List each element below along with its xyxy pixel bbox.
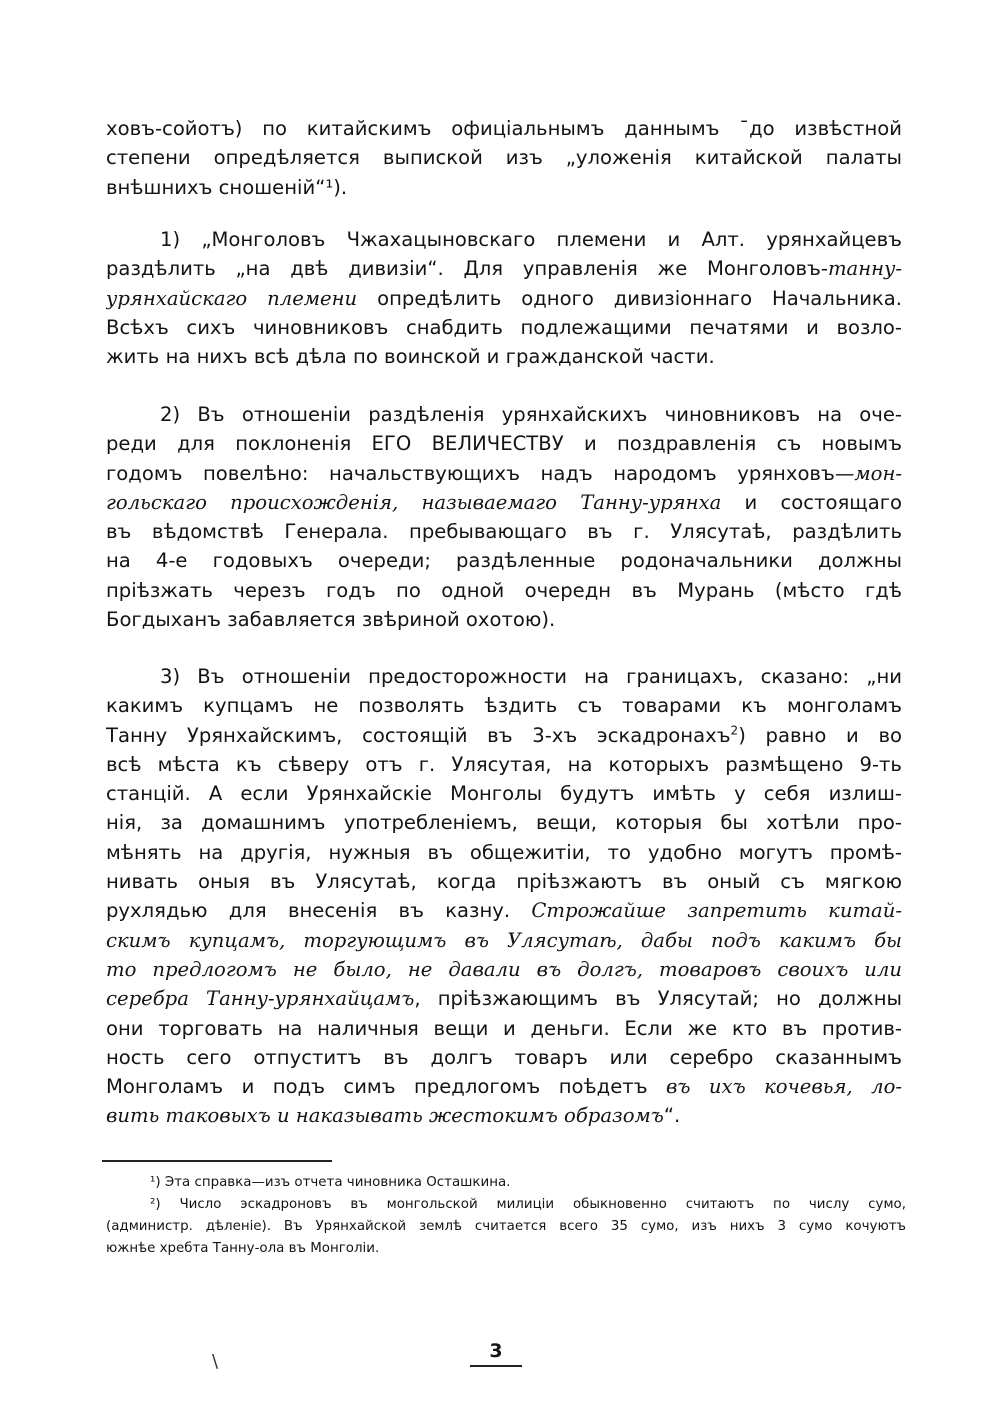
text-line: нія, за домашнимъ употребленіемъ, вещи, которыя бы хотѣли про- xyxy=(106,811,902,835)
italic-run: танну- xyxy=(827,257,902,281)
italic-run: урянхайскаго племени xyxy=(106,286,358,310)
text-line: на 4-е годовыхъ очереди; раздѣленные родоначальники должны xyxy=(106,549,902,573)
text-line: степени опредѣляется выпиской изъ „уложенія китайской палаты xyxy=(106,146,902,170)
text-run: годомъ повелѣно: начальствующихъ надъ народомъ урянховъ— xyxy=(106,461,855,485)
text-line: Богдыханъ забавляется звѣриной охотою). xyxy=(106,608,556,632)
text-line xyxy=(106,1101,902,1130)
text-run: рухлядью для внесенія въ казну. xyxy=(106,899,532,923)
text-line: какимъ купцамъ не позволять ѣздить съ товарами къ монголамъ xyxy=(106,694,902,718)
text-line: жить на нихъ всѣ дѣла по воинской и гражданской части. xyxy=(106,345,715,369)
text-run: Танну Урянхайскимъ, состоящій въ 3-хъ эскадронахъ xyxy=(106,723,731,747)
italic-run: серебра Танну-урянхайцамъ xyxy=(106,987,415,1011)
text-line: всѣ мѣста къ сѣверу отъ г. Улясутая, на которыхъ размѣщено 9-ть xyxy=(106,752,902,776)
text-run: “. xyxy=(663,1104,681,1128)
text-line: въ вѣдомствѣ Генерала. пребывающаго въ г. Улясутаѣ, раздѣлить xyxy=(106,520,902,544)
paragraph-2 xyxy=(106,400,902,634)
text-line: реди для поклоненія ЕГО ВЕЛИЧЕСТВУ и поздравленія съ новымъ xyxy=(106,432,902,456)
text-line: Всѣхъ сихъ чиновниковъ снабдить подлежащими печатями и возло- xyxy=(106,315,902,339)
footnote-ref: 2 xyxy=(730,723,739,738)
paragraph-3 xyxy=(106,662,902,1131)
paragraph-1 xyxy=(106,225,902,371)
italic-run: вить таковыхъ и наказывать жестокимъ образомъ xyxy=(106,1104,664,1128)
footnote-2-line: (администр. дѣленіе). Въ Урянхайской землѣ считается всего 35 сумо, изъ нихъ 3 сумо кочуютъ xyxy=(106,1219,906,1234)
italic-run: Строжайше запретить китай- xyxy=(531,899,902,923)
text-run: раздѣлить „на двѣ дивизіи“. Для управленія же Монголовъ- xyxy=(106,257,828,281)
text-line: 1) „Монголовъ Чжахацыновскаго племени и Алт. урянхайцевъ xyxy=(160,228,902,251)
text-line: мѣнять на другія, нужныя въ общежитіи, то удобно могутъ промѣ- xyxy=(106,840,902,864)
footnote-separator xyxy=(102,1160,332,1162)
text-run: ) равно и во xyxy=(738,723,902,747)
footnote-2-line: южнѣе хребта Танну-ола въ Монголіи. xyxy=(106,1241,380,1256)
text-line xyxy=(106,488,902,517)
italic-run: въ ихъ кочевья, ло- xyxy=(666,1075,902,1099)
text-line xyxy=(106,254,902,283)
italic-run: мон- xyxy=(854,461,902,485)
text-line xyxy=(106,459,902,488)
italic-run: гольскаго происхожденія, называемаго Танну-урянха xyxy=(106,490,722,514)
text-line xyxy=(106,896,902,925)
text-line: ность сего отпуститъ въ долгъ товаръ или серебро сказаннымъ xyxy=(106,1045,902,1069)
text-line: станцій. А если Урянхайскіе Монголы будутъ имѣть у себя излиш- xyxy=(106,782,902,806)
page-number-underline xyxy=(470,1365,522,1367)
text-line: пріѣзжать черезъ годъ по одной очередн въ Мурань (мѣсто гдѣ xyxy=(106,578,902,602)
text-line: нивать оныя въ Улясутаѣ, когда пріѣзжаютъ въ оный съ мягкою xyxy=(106,870,902,894)
text-line: они торговать на наличныя вещи и деньги. Если же кто въ против- xyxy=(106,1016,902,1040)
page-number: 3 xyxy=(489,1340,503,1362)
footnotes xyxy=(106,1172,906,1260)
footnote-1: ¹) Эта справка—изъ отчета чиновника Осташкина. xyxy=(150,1175,511,1190)
text-run: и состоящаго xyxy=(721,490,902,514)
text-line xyxy=(106,1072,902,1101)
text-run: Монголамъ и подъ симъ предлогомъ поѣдетъ xyxy=(106,1075,666,1099)
text-line xyxy=(106,721,902,750)
italic-line: скимъ купцамъ, торгующимъ въ Улясутаѣ, дабы подъ какимъ бы xyxy=(106,928,902,952)
stray-mark: \ xyxy=(212,1351,219,1372)
text-line: 2) Въ отношеніи раздѣленія урянхайскихъ чиновниковъ на оче- xyxy=(160,403,902,426)
intro-paragraph xyxy=(106,114,902,202)
text-line: внѣшнихъ сношеній“¹). xyxy=(106,175,348,199)
text-line xyxy=(106,284,902,313)
text-line xyxy=(106,984,902,1013)
text-run: опредѣлить одного дивизіоннаго Начальника. xyxy=(357,286,902,310)
text-line: 3) Въ отношеніи предосторожности на границахъ, сказано: „ни xyxy=(160,665,902,688)
footnote-2-line: ²) Число эскадроновъ въ монгольской милиціи обыкновенно считаютъ по числу сумо, xyxy=(150,1197,906,1212)
text-run: , пріѣзжающимъ въ Улясутай; но должны xyxy=(414,987,902,1011)
italic-line: то предлогомъ не было, не давали въ долгъ, товаровъ своихъ или xyxy=(106,957,902,981)
text-line: ховъ-сойотъ) по китайскимъ офиціальнымъ даннымъ ˉдо извѣстной xyxy=(106,117,902,140)
